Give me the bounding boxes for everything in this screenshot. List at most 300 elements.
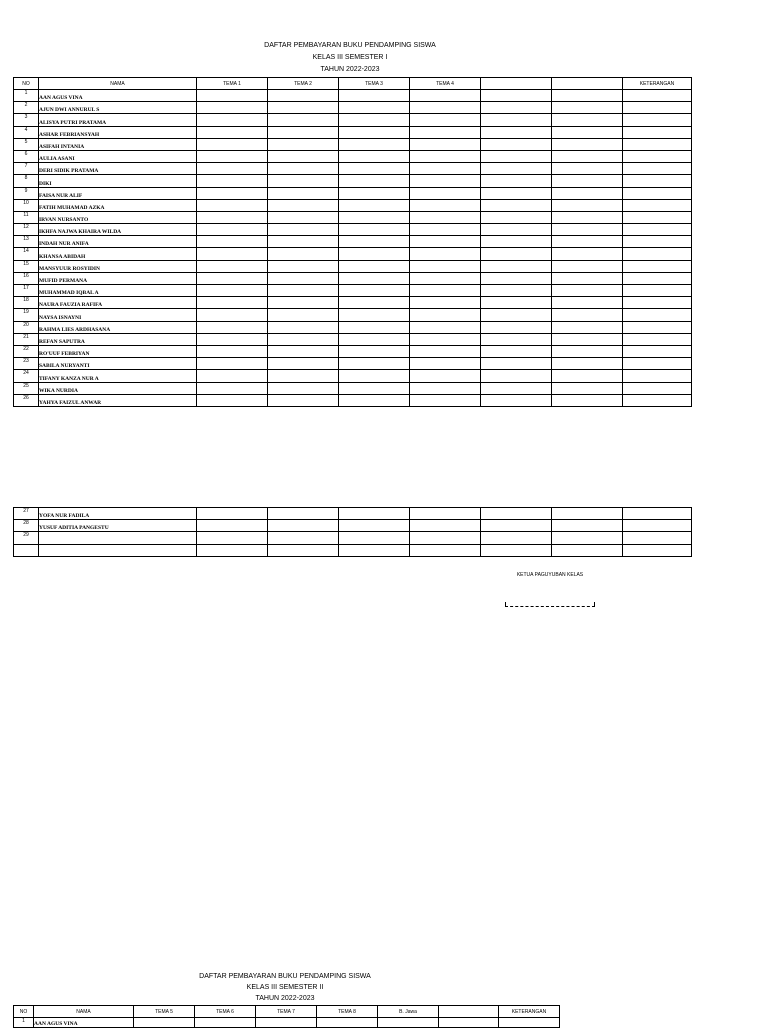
payment-cell — [339, 90, 410, 102]
table-row — [14, 236, 692, 248]
payment-cell — [623, 211, 692, 223]
student-name: YOFA NUR FADILA — [39, 508, 197, 520]
row-number: 23 — [14, 358, 39, 370]
student-name: YAHYA FAIZUL ANWAR — [39, 394, 197, 406]
payment-cell — [481, 297, 552, 309]
student-name: MUHAMMAD IQBAL A — [39, 285, 197, 297]
signature-title: KETUA PAGUYUBAN KELAS — [516, 572, 584, 578]
payment-cell — [268, 199, 339, 211]
table-row — [14, 90, 692, 102]
payment-cell — [339, 394, 410, 406]
payment-cell — [552, 394, 623, 406]
sheet2-table — [13, 1005, 560, 1028]
payment-cell — [410, 102, 481, 114]
payment-cell — [256, 1018, 317, 1028]
table-row — [14, 114, 692, 126]
payment-cell — [410, 248, 481, 260]
sheet2-year: TAHUN 2022-2023 — [255, 995, 315, 1002]
payment-cell — [197, 272, 268, 284]
payment-cell — [410, 90, 481, 102]
payment-cell — [552, 138, 623, 150]
payment-cell — [339, 163, 410, 175]
payment-cell — [410, 394, 481, 406]
row-number: 6 — [14, 150, 39, 162]
sheet2-title: DAFTAR PEMBAYARAN BUKU PENDAMPING SISWA — [199, 973, 371, 980]
table-row — [14, 138, 692, 150]
payment-cell — [268, 260, 339, 272]
payment-cell — [339, 333, 410, 345]
payment-cell — [268, 321, 339, 333]
payment-cell — [410, 199, 481, 211]
payment-cell — [481, 309, 552, 321]
student-name: IRVAN NURSANTO — [39, 211, 197, 223]
payment-cell — [481, 187, 552, 199]
payment-cell — [197, 90, 268, 102]
sheet1-continuation-table — [13, 507, 692, 557]
payment-cell — [481, 224, 552, 236]
payment-cell — [623, 236, 692, 248]
row-number: 25 — [14, 382, 39, 394]
payment-cell — [623, 309, 692, 321]
payment-cell — [339, 358, 410, 370]
column-header: TEMA 4 — [410, 78, 481, 90]
payment-cell — [197, 394, 268, 406]
payment-cell — [552, 211, 623, 223]
payment-cell — [410, 544, 481, 556]
payment-cell — [552, 199, 623, 211]
payment-cell — [197, 260, 268, 272]
payment-cell — [268, 272, 339, 284]
payment-cell — [623, 90, 692, 102]
column-header: NO — [14, 1006, 34, 1018]
row-number: 1 — [14, 90, 39, 102]
payment-cell — [481, 138, 552, 150]
payment-cell — [197, 333, 268, 345]
column-header: TEMA 8 — [317, 1006, 378, 1018]
payment-cell — [195, 1018, 256, 1028]
payment-cell — [197, 102, 268, 114]
payment-cell — [623, 260, 692, 272]
payment-cell — [268, 309, 339, 321]
payment-cell — [339, 102, 410, 114]
student-name: RAHMA LIES ARDHASANA — [39, 321, 197, 333]
student-name: SABILA NURYANTI — [39, 358, 197, 370]
payment-cell — [552, 297, 623, 309]
payment-cell — [339, 187, 410, 199]
column-header: TEMA 3 — [339, 78, 410, 90]
payment-cell — [339, 272, 410, 284]
payment-cell — [410, 150, 481, 162]
row-number: 19 — [14, 309, 39, 321]
table-row — [14, 370, 692, 382]
payment-cell — [552, 150, 623, 162]
table-row — [14, 345, 692, 357]
student-name: DIKI — [39, 175, 197, 187]
payment-cell — [197, 321, 268, 333]
column-header: NAMA — [39, 78, 197, 90]
payment-cell — [268, 90, 339, 102]
payment-cell — [410, 309, 481, 321]
student-name: AAN AGUS VINA — [34, 1018, 134, 1028]
payment-cell — [268, 224, 339, 236]
row-number — [14, 544, 39, 556]
payment-cell — [552, 345, 623, 357]
payment-cell — [268, 345, 339, 357]
payment-cell — [268, 248, 339, 260]
payment-cell — [552, 333, 623, 345]
student-name: ALISYA PUTRI PRATAMA — [39, 114, 197, 126]
payment-cell — [439, 1018, 499, 1028]
payment-cell — [552, 163, 623, 175]
column-header — [439, 1006, 499, 1018]
payment-cell — [552, 321, 623, 333]
payment-cell — [410, 236, 481, 248]
payment-cell — [481, 544, 552, 556]
payment-cell — [552, 544, 623, 556]
row-number: 4 — [14, 126, 39, 138]
payment-cell — [339, 175, 410, 187]
column-header: NAMA — [34, 1006, 134, 1018]
payment-cell — [552, 520, 623, 532]
table-row — [14, 150, 692, 162]
table-row — [14, 358, 692, 370]
payment-cell — [499, 1018, 560, 1028]
payment-cell — [481, 211, 552, 223]
payment-cell — [268, 236, 339, 248]
payment-cell — [623, 175, 692, 187]
table-row — [14, 224, 692, 236]
row-number: 2 — [14, 102, 39, 114]
payment-cell — [268, 102, 339, 114]
payment-cell — [268, 333, 339, 345]
payment-cell — [268, 370, 339, 382]
payment-cell — [268, 520, 339, 532]
row-number: 24 — [14, 370, 39, 382]
column-header: KETERANGAN — [623, 78, 692, 90]
sheet1-table — [13, 77, 692, 407]
row-number: 26 — [14, 394, 39, 406]
row-number: 10 — [14, 199, 39, 211]
payment-cell — [268, 138, 339, 150]
table-row — [14, 309, 692, 321]
table-row — [14, 199, 692, 211]
payment-cell — [552, 90, 623, 102]
payment-cell — [552, 260, 623, 272]
row-number: 29 — [14, 532, 39, 544]
payment-cell — [410, 260, 481, 272]
column-header: TEMA 1 — [197, 78, 268, 90]
payment-cell — [481, 175, 552, 187]
payment-cell — [339, 199, 410, 211]
table-row — [14, 1018, 560, 1028]
student-name: RO'UUF FEBRIYAN — [39, 345, 197, 357]
table-row — [14, 297, 692, 309]
payment-cell — [410, 508, 481, 520]
sheet1-header-row — [14, 78, 692, 90]
table-row — [14, 532, 692, 544]
payment-cell — [410, 175, 481, 187]
sheet1-subtitle: KELAS III SEMESTER I — [312, 54, 388, 61]
payment-cell — [623, 382, 692, 394]
payment-cell — [481, 345, 552, 357]
payment-cell — [623, 394, 692, 406]
payment-cell — [410, 333, 481, 345]
row-number: 9 — [14, 187, 39, 199]
payment-cell — [197, 520, 268, 532]
payment-cell — [268, 532, 339, 544]
payment-cell — [481, 370, 552, 382]
payment-cell — [268, 358, 339, 370]
payment-cell — [623, 508, 692, 520]
payment-cell — [481, 260, 552, 272]
payment-cell — [339, 321, 410, 333]
payment-cell — [623, 248, 692, 260]
payment-cell — [481, 382, 552, 394]
table-row — [14, 508, 692, 520]
payment-cell — [197, 544, 268, 556]
payment-cell — [552, 309, 623, 321]
payment-cell — [339, 370, 410, 382]
payment-cell — [268, 150, 339, 162]
payment-cell — [197, 309, 268, 321]
row-number: 12 — [14, 224, 39, 236]
payment-cell — [339, 544, 410, 556]
payment-cell — [197, 297, 268, 309]
row-number: 18 — [14, 297, 39, 309]
payment-cell — [339, 345, 410, 357]
student-name: IKHFA NAJWA KHAIRA WILDA — [39, 224, 197, 236]
payment-cell — [481, 272, 552, 284]
payment-cell — [481, 285, 552, 297]
payment-cell — [410, 370, 481, 382]
table-row — [14, 382, 692, 394]
payment-cell — [410, 297, 481, 309]
payment-cell — [481, 394, 552, 406]
column-header: TEMA 5 — [134, 1006, 195, 1018]
row-number: 20 — [14, 321, 39, 333]
payment-cell — [410, 138, 481, 150]
student-name: ASIFAH INTANIA — [39, 138, 197, 150]
row-number: 14 — [14, 248, 39, 260]
payment-cell — [481, 126, 552, 138]
payment-cell — [197, 187, 268, 199]
table-row — [14, 260, 692, 272]
student-name — [39, 532, 197, 544]
column-header: KETERANGAN — [499, 1006, 560, 1018]
payment-cell — [481, 508, 552, 520]
payment-cell — [481, 114, 552, 126]
student-name: KHANSA ABIDAH — [39, 248, 197, 260]
row-number: 5 — [14, 138, 39, 150]
payment-cell — [552, 175, 623, 187]
payment-cell — [268, 126, 339, 138]
payment-cell — [481, 532, 552, 544]
payment-cell — [623, 163, 692, 175]
payment-cell — [197, 508, 268, 520]
payment-cell — [623, 285, 692, 297]
student-name: MANSYUUR ROSYIDIN — [39, 260, 197, 272]
table-row — [14, 175, 692, 187]
column-header: TEMA 6 — [195, 1006, 256, 1018]
sheet1-year: TAHUN 2022-2023 — [320, 66, 380, 73]
table-row — [14, 333, 692, 345]
sheet1-title: DAFTAR PEMBAYARAN BUKU PENDAMPING SISWA — [264, 42, 436, 49]
payment-cell — [410, 114, 481, 126]
student-name: DERI SIDIK PRATAMA — [39, 163, 197, 175]
payment-cell — [623, 358, 692, 370]
table-row — [14, 126, 692, 138]
payment-cell — [268, 187, 339, 199]
payment-cell — [623, 199, 692, 211]
column-header: NO — [14, 78, 39, 90]
signature-line — [505, 602, 595, 607]
table-row — [14, 394, 692, 406]
row-number: 27 — [14, 508, 39, 520]
payment-cell — [623, 532, 692, 544]
payment-cell — [197, 370, 268, 382]
payment-cell — [410, 382, 481, 394]
payment-cell — [481, 358, 552, 370]
payment-cell — [481, 199, 552, 211]
payment-cell — [623, 297, 692, 309]
payment-cell — [552, 248, 623, 260]
payment-cell — [552, 236, 623, 248]
payment-cell — [623, 114, 692, 126]
payment-cell — [410, 211, 481, 223]
payment-cell — [623, 272, 692, 284]
table-row — [14, 163, 692, 175]
payment-cell — [197, 175, 268, 187]
sheet2-subtitle: KELAS III SEMESTER II — [246, 984, 324, 991]
student-name: NAYSA ISNAYNI — [39, 309, 197, 321]
payment-cell — [339, 297, 410, 309]
payment-cell — [197, 532, 268, 544]
payment-cell — [339, 285, 410, 297]
payment-cell — [378, 1018, 439, 1028]
payment-cell — [481, 248, 552, 260]
payment-cell — [339, 309, 410, 321]
table-row — [14, 520, 692, 532]
payment-cell — [339, 382, 410, 394]
payment-cell — [623, 224, 692, 236]
column-header: B. Jawa — [378, 1006, 439, 1018]
table-row — [14, 272, 692, 284]
student-name: NAURA FAUZIA RAFIFA — [39, 297, 197, 309]
payment-cell — [339, 211, 410, 223]
payment-cell — [623, 150, 692, 162]
payment-cell — [552, 358, 623, 370]
payment-cell — [339, 236, 410, 248]
payment-cell — [197, 163, 268, 175]
student-name: WIKA NURDIA — [39, 382, 197, 394]
student-name: FAISA NUR ALIF — [39, 187, 197, 199]
row-number: 13 — [14, 236, 39, 248]
payment-cell — [197, 211, 268, 223]
row-number: 7 — [14, 163, 39, 175]
payment-cell — [623, 187, 692, 199]
column-header: TEMA 7 — [256, 1006, 317, 1018]
payment-cell — [197, 126, 268, 138]
table-row — [14, 211, 692, 223]
payment-cell — [623, 544, 692, 556]
payment-cell — [481, 150, 552, 162]
payment-cell — [197, 224, 268, 236]
column-header — [481, 78, 552, 90]
payment-cell — [410, 126, 481, 138]
payment-cell — [481, 236, 552, 248]
payment-cell — [339, 126, 410, 138]
student-name: REFAN SAPUTRA — [39, 333, 197, 345]
payment-cell — [410, 321, 481, 333]
payment-cell — [197, 199, 268, 211]
payment-cell — [410, 163, 481, 175]
row-number: 22 — [14, 345, 39, 357]
payment-cell — [481, 163, 552, 175]
payment-cell — [339, 260, 410, 272]
payment-cell — [410, 272, 481, 284]
row-number: 28 — [14, 520, 39, 532]
table-row — [14, 187, 692, 199]
payment-cell — [197, 248, 268, 260]
payment-cell — [197, 150, 268, 162]
row-number: 16 — [14, 272, 39, 284]
payment-cell — [552, 102, 623, 114]
table-row — [14, 248, 692, 260]
payment-cell — [268, 175, 339, 187]
payment-cell — [268, 285, 339, 297]
payment-cell — [410, 358, 481, 370]
payment-cell — [623, 102, 692, 114]
payment-cell — [623, 126, 692, 138]
student-name: AJUN DWI ANNURUL S — [39, 102, 197, 114]
payment-cell — [268, 297, 339, 309]
row-number: 8 — [14, 175, 39, 187]
payment-cell — [268, 544, 339, 556]
payment-cell — [339, 150, 410, 162]
payment-cell — [339, 532, 410, 544]
payment-cell — [552, 224, 623, 236]
payment-cell — [268, 163, 339, 175]
student-name: AULIA ASANI — [39, 150, 197, 162]
payment-cell — [552, 532, 623, 544]
student-name: YUSUF ADITIA PANGESTU — [39, 520, 197, 532]
payment-cell — [623, 370, 692, 382]
payment-cell — [268, 394, 339, 406]
payment-cell — [197, 236, 268, 248]
payment-cell — [623, 138, 692, 150]
column-header: TEMA 2 — [268, 78, 339, 90]
row-number: 11 — [14, 211, 39, 223]
payment-cell — [481, 333, 552, 345]
payment-cell — [623, 520, 692, 532]
payment-cell — [410, 345, 481, 357]
payment-cell — [410, 187, 481, 199]
payment-cell — [339, 224, 410, 236]
table-row — [14, 285, 692, 297]
student-name — [39, 544, 197, 556]
payment-cell — [268, 114, 339, 126]
payment-cell — [268, 508, 339, 520]
payment-cell — [481, 321, 552, 333]
student-name: AAN AGUS VINA — [39, 90, 197, 102]
sheet2-header-row — [14, 1006, 560, 1018]
table-row — [14, 544, 692, 556]
table-row — [14, 102, 692, 114]
payment-cell — [552, 370, 623, 382]
payment-cell — [552, 508, 623, 520]
payment-cell — [134, 1018, 195, 1028]
table-row — [14, 321, 692, 333]
